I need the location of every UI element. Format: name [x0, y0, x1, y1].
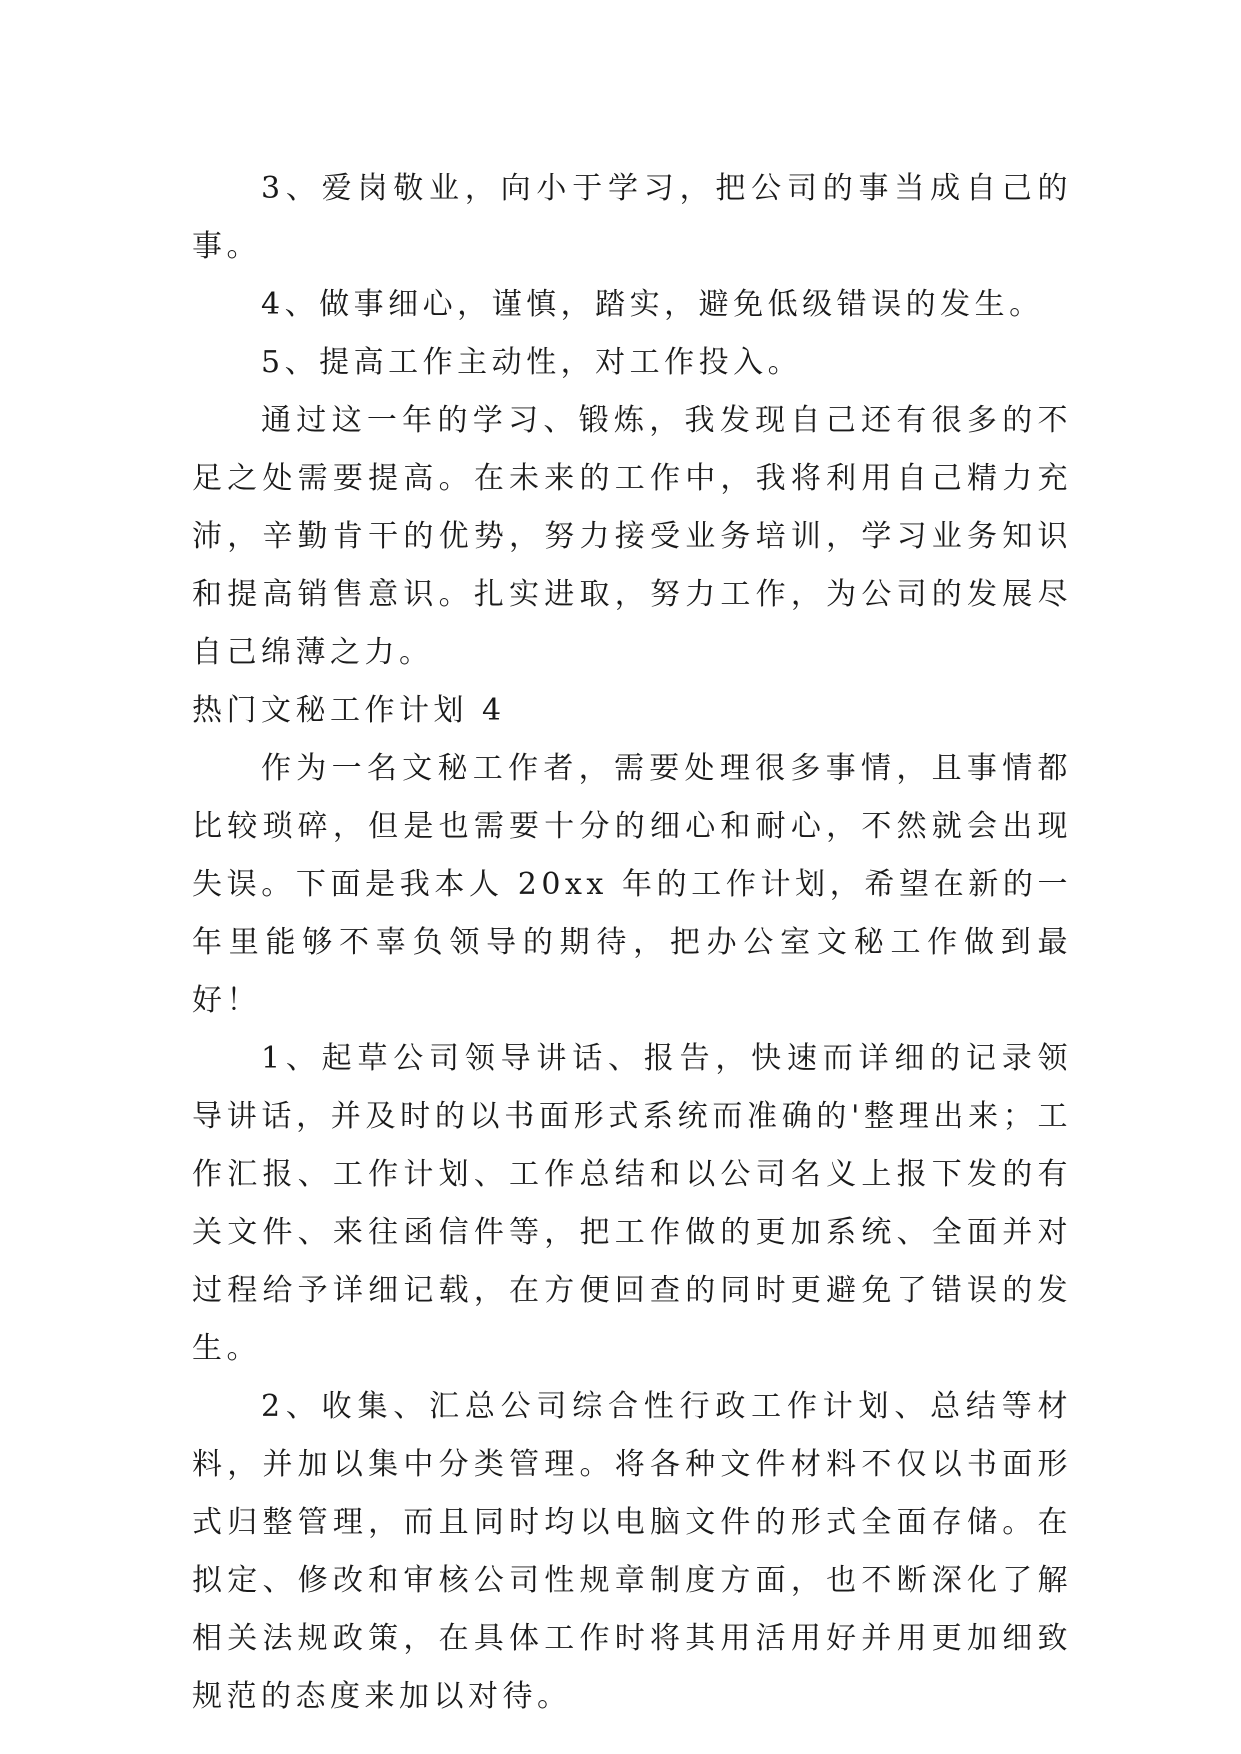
list-item-4: 4、做事细心，谨慎，踏实，避免低级错误的发生。: [261, 287, 1044, 322]
intro-paragraph: 作为一名文秘工作者，需要处理很多事情，且事情都比较琐碎，但是也需要十分的细心和耐心，不然就会出现失误。下面是我本人 20xx 年的工作计划，希望在新的一年里能够不辜负领导的期待，把办公室文秘工作做到最好！: [192, 751, 1072, 1018]
plan-item-2: 2、收集、汇总公司综合性行政工作计划、总结等材料，并加以集中分类管理。将各种文件材料不仅以书面形式归整管理，而且同时均以电脑文件的形式全面存储。在拟定、修改和审核公司性规章制度方面，也不断深化了解相关法规政策，在具体工作时将其用活用好并用更加细致规范的态度来加以对待。: [192, 1389, 1072, 1714]
list-item-5: 5、提高工作主动性，对工作投入。: [261, 345, 803, 380]
summary-paragraph: 通过这一年的学习、锻炼，我发现自己还有很多的不足之处需要提高。在未来的工作中，我将利用自己精力充沛，辛勤肯干的优势，努力接受业务培训，学习业务知识和提高销售意识。扎实进取，努力工作，为公司的发展尽自己绵薄之力。: [192, 403, 1072, 670]
document-body: [192, 160, 1072, 1726]
section-heading: 热门文秘工作计划 4: [192, 693, 506, 728]
plan-item-1: 1、起草公司领导讲话、报告，快速而详细的记录领导讲话，并及时的以书面形式系统而准确的'整理出来；工作汇报、工作计划、工作总结和以公司名义上报下发的有关文件、来往函信件等，把工作做的更加系统、全面并对过程给予详细记载，在方便回查的同时更避免了错误的发生。: [192, 1041, 1072, 1366]
list-item-3: 3、爱岗敬业，向小于学习，把公司的事当成自己的事。: [192, 171, 1072, 264]
